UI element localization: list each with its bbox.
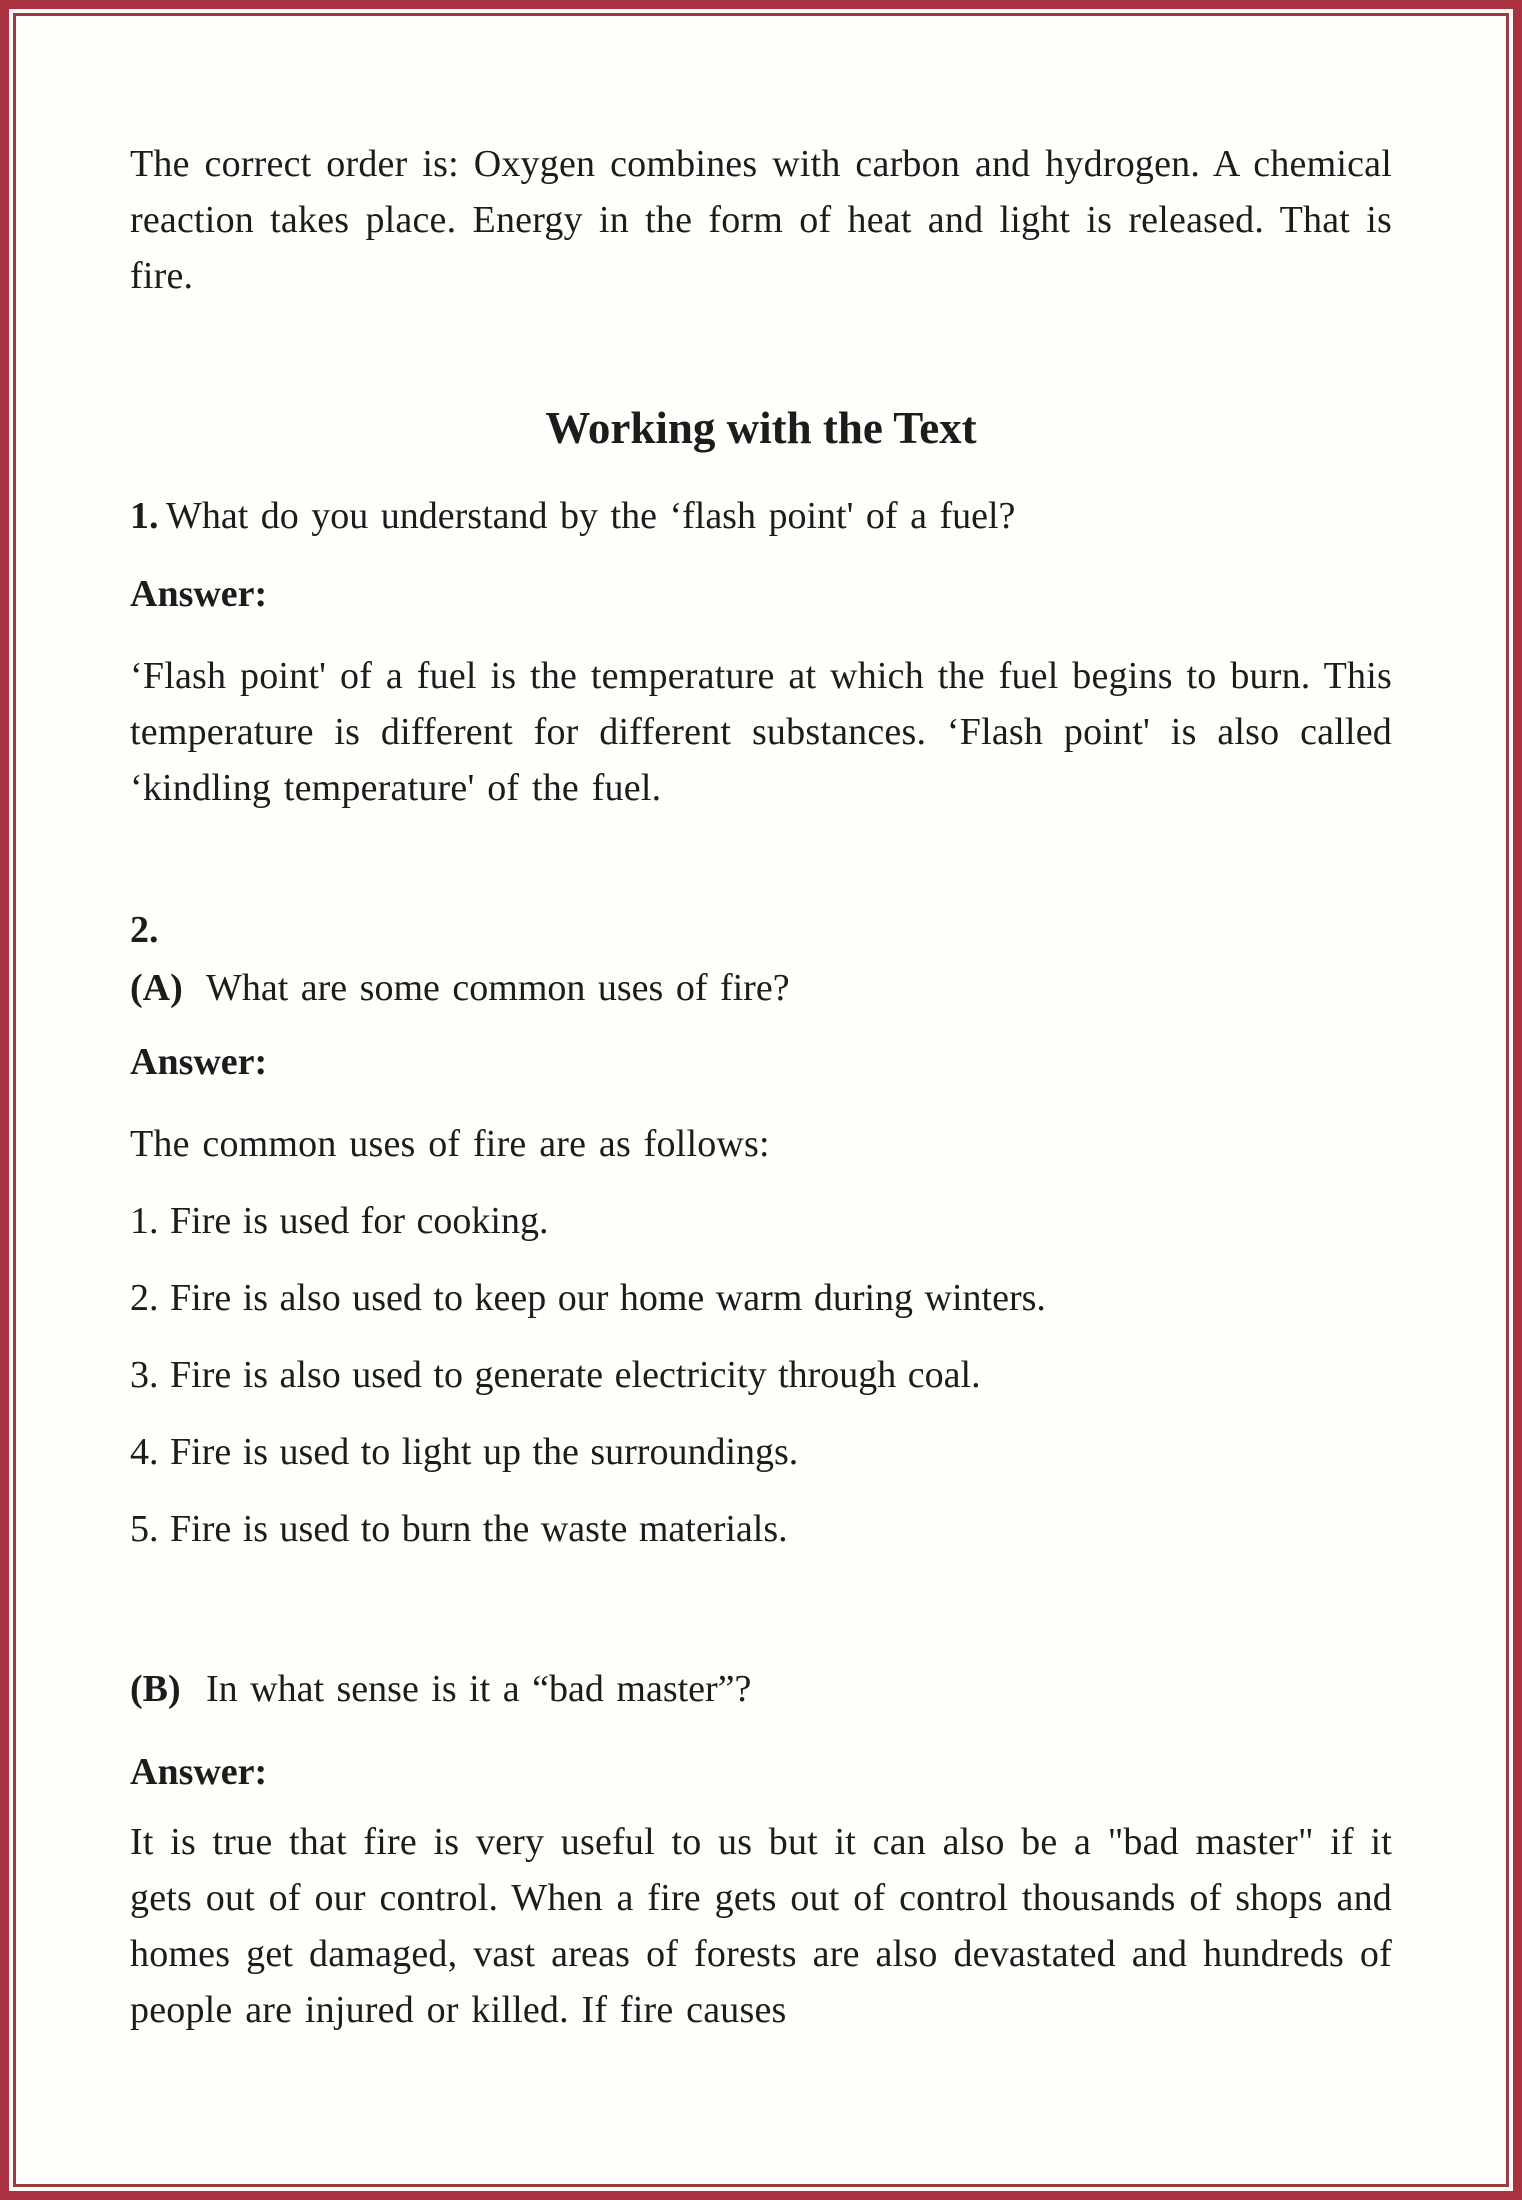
- answer-2b-paragraph: It is true that fire is very useful to us but it can also be a "bad master" if it gets out of our control. When a fire gets out of control thousands of shops and homes get damaged, vast areas of forests are also devastated and hundreds of people are injured or killed. If fire causes: [130, 1821, 1392, 2031]
- intro-paragraph: The correct order is: Oxygen combines with carbon and hydrogen. A chemical reaction takes place. Energy in the form of heat and light is released. That is fire.: [130, 143, 1392, 297]
- list-item-3: 3. Fire is also used to generate electricity through coal.: [130, 1354, 981, 1396]
- question-2a-text: What are some common uses of fire?: [206, 967, 790, 1009]
- answer-label-2: Answer:: [130, 1041, 268, 1083]
- list-item-1: 1. Fire is used for cooking.: [130, 1200, 549, 1242]
- question-1-text: What do you understand by the ‘flash point' of a fuel?: [166, 495, 1016, 537]
- question-2a-marker: (A): [130, 967, 183, 1009]
- question-2b: [130, 1661, 1392, 1717]
- question-2b-text: In what sense is it a “bad master”?: [206, 1668, 752, 1710]
- question-1-number: 1.: [130, 495, 159, 537]
- list-item-2: 2. Fire is also used to keep our home warm during winters.: [130, 1277, 1046, 1319]
- question-2b-marker: (B): [130, 1668, 181, 1710]
- answer-label-1: Answer:: [130, 573, 268, 615]
- answer-1-paragraph: ‘Flash point' of a fuel is the temperature at which the fuel begins to burn. This temperature is different for different substances. ‘Flash point' is also called ‘kindling temperature' of the fuel.: [130, 655, 1392, 809]
- question-1: [130, 488, 1392, 544]
- page-inner-frame: [13, 13, 1509, 2187]
- question-2a: [130, 960, 1392, 1016]
- question-2-number: 2.: [130, 909, 159, 951]
- question-2-number-line: [130, 902, 1392, 958]
- list-item-4: 4. Fire is used to light up the surroundings.: [130, 1431, 799, 1473]
- answer-2a-intro: The common uses of fire are as follows:: [130, 1123, 770, 1165]
- list-item-5: 5. Fire is used to burn the waste materials.: [130, 1508, 788, 1550]
- section-heading: Working with the Text: [545, 403, 977, 453]
- answer-label-3: Answer:: [130, 1751, 268, 1793]
